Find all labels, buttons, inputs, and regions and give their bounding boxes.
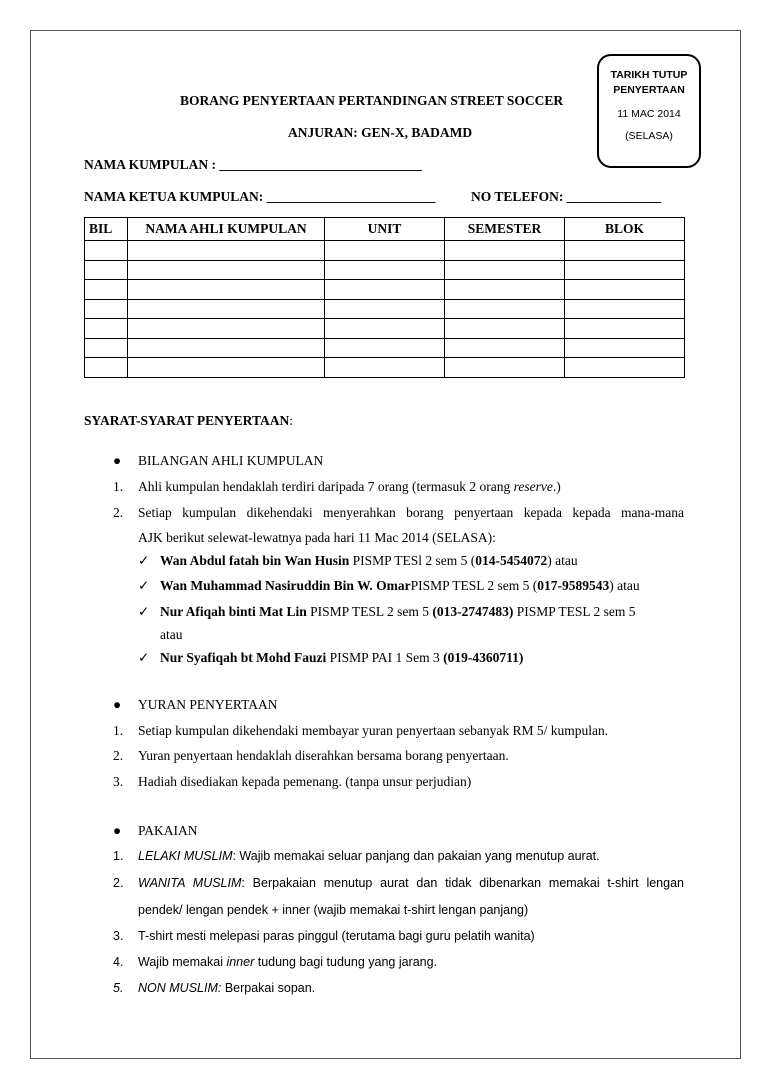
list-number: 1.	[113, 723, 124, 738]
contact-item: Nur Afiqah binti Mat Lin PISMP TESL 2 sem 5 (013-2747483) PISMP TESL 2 sem 5	[160, 604, 636, 619]
deadline-date: 11 MAC 2014	[617, 108, 681, 120]
table-row	[85, 338, 685, 358]
list-number: 1.	[113, 849, 124, 863]
table-cell[interactable]	[445, 319, 565, 339]
table-cell[interactable]	[85, 338, 128, 358]
table-cell[interactable]	[85, 319, 128, 339]
table-cell[interactable]	[325, 241, 445, 261]
table-cell[interactable]	[128, 338, 325, 358]
section-title: BILANGAN AHLI KUMPULAN	[138, 453, 324, 468]
section-title: YURAN PENYERTAAN	[138, 697, 278, 712]
list-number: 3.	[113, 929, 124, 943]
table-cell[interactable]	[565, 358, 685, 378]
table-cell[interactable]	[85, 241, 128, 261]
contact-item: Nur Syafiqah bt Mohd Fauzi PISMP PAI 1 Sem 3 (019-4360711)	[160, 650, 524, 665]
group-name-field[interactable]: NAMA KUMPULAN : ______________________________	[84, 157, 422, 172]
table-cell[interactable]	[85, 299, 128, 319]
list-item: NON MUSLIM: Berpakai sopan.	[138, 981, 316, 995]
table-cell[interactable]	[128, 299, 325, 319]
list-number: 3.	[113, 774, 124, 789]
leader-name-field[interactable]: NAMA KETUA KUMPULAN: _________________________	[84, 189, 436, 204]
list-item: Wajib memakai inner tudung bagi tudung yang jarang.	[138, 955, 438, 969]
table-cell[interactable]	[85, 280, 128, 300]
table-cell[interactable]	[128, 280, 325, 300]
table-cell[interactable]	[325, 280, 445, 300]
deadline-box	[597, 54, 701, 168]
table-cell[interactable]	[128, 241, 325, 261]
list-item: Setiap kumpulan dikehendaki menyerahkan borang penyertaan kepada kepada mana-mana	[138, 505, 684, 520]
table-row	[85, 299, 685, 319]
conditions-heading-text: SYARAT-SYARAT PENYERTAAN	[84, 413, 290, 428]
check-icon: ✓	[138, 604, 150, 619]
list-item: Ahli kumpulan hendaklah terdiri daripada 7 orang (termasuk 2 orang reserve.)	[138, 479, 561, 494]
table-cell[interactable]	[128, 319, 325, 339]
list-item: Hadiah disediakan kepada pemenang. (tanpa unsur perjudian)	[138, 774, 472, 789]
check-icon: ✓	[138, 578, 150, 593]
deadline-day: (SELASA)	[625, 130, 673, 142]
list-item: T-shirt mesti melepasi paras pinggul (terutama bagi guru pelatih wanita)	[138, 929, 535, 943]
list-number: 1.	[113, 479, 124, 494]
list-number: 2.	[113, 876, 124, 890]
list-number: 2.	[113, 748, 124, 763]
table-cell[interactable]	[85, 358, 128, 378]
members-table	[84, 217, 685, 378]
table-cell[interactable]	[325, 299, 445, 319]
table-cell[interactable]	[565, 280, 685, 300]
table-cell[interactable]	[565, 241, 685, 261]
contact-item-cont: atau	[160, 627, 183, 642]
bullet-icon: ●	[113, 453, 122, 468]
table-cell[interactable]	[445, 338, 565, 358]
table-cell[interactable]	[445, 280, 565, 300]
list-item: Yuran penyertaan hendaklah diserahkan bersama borang penyertaan.	[138, 748, 509, 763]
conditions-heading: SYARAT-SYARAT PENYERTAAN:	[84, 413, 293, 428]
table-cell[interactable]	[565, 319, 685, 339]
table-cell[interactable]	[325, 338, 445, 358]
bullet-icon: ●	[113, 697, 122, 712]
contact-item: Wan Muhammad Nasiruddin Bin W. OmarPISMP TESL 2 sem 5 (017-9589543) atau	[160, 578, 640, 593]
table-cell[interactable]	[325, 358, 445, 378]
col-name: NAMA AHLI KUMPULAN	[128, 218, 325, 241]
table-row	[85, 241, 685, 261]
check-icon: ✓	[138, 553, 150, 568]
table-cell[interactable]	[325, 260, 445, 280]
list-number: 5.	[113, 981, 124, 995]
table-cell[interactable]	[565, 299, 685, 319]
bullet-icon: ●	[113, 823, 122, 838]
form-title: BORANG PENYERTAAN PERTANDINGAN STREET SOCCER	[180, 93, 564, 108]
deadline-label-2: PENYERTAAN	[613, 84, 685, 96]
table-cell[interactable]	[565, 338, 685, 358]
check-icon: ✓	[138, 650, 150, 665]
table-row	[85, 319, 685, 339]
table-cell[interactable]	[128, 358, 325, 378]
table-cell[interactable]	[325, 319, 445, 339]
col-semester: SEMESTER	[445, 218, 565, 241]
organizer: ANJURAN: GEN-X, BADAMD	[288, 125, 473, 140]
table-cell[interactable]	[445, 241, 565, 261]
table-row	[85, 280, 685, 300]
table-cell[interactable]	[128, 260, 325, 280]
list-item: WANITA MUSLIM: Berpakaian menutup aurat dan tidak dibenarkan memakai t-shirt lengan	[138, 876, 684, 890]
table-cell[interactable]	[565, 260, 685, 280]
table-cell[interactable]	[445, 358, 565, 378]
table-cell[interactable]	[445, 260, 565, 280]
list-item-cont: AJK berikut selewat-lewatnya pada hari 11 Mac 2014 (SELASA):	[138, 530, 496, 545]
col-unit: UNIT	[325, 218, 445, 241]
table-header-row	[85, 218, 685, 241]
col-blok: BLOK	[565, 218, 685, 241]
list-item: Setiap kumpulan dikehendaki membayar yuran penyertaan sebanyak RM 5/ kumpulan.	[138, 723, 609, 738]
table-row	[85, 260, 685, 280]
deadline-label: TARIKH TUTUP	[610, 69, 688, 81]
phone-field[interactable]: NO TELEFON: ______________	[471, 189, 662, 204]
list-number: 2.	[113, 505, 124, 520]
list-number: 4.	[113, 955, 124, 969]
list-item: LELAKI MUSLIM: Wajib memakai seluar panjang dan pakaian yang menutup aurat.	[138, 849, 600, 863]
section-title: PAKAIAN	[138, 823, 198, 838]
contact-item: Wan Abdul fatah bin Wan Husin PISMP TESl 2 sem 5 (014-5454072) atau	[160, 553, 578, 568]
table-cell[interactable]	[445, 299, 565, 319]
table-row	[85, 358, 685, 378]
list-item-cont: pendek/ lengan pendek + inner (wajib memakai t-shirt lengan panjang)	[138, 903, 529, 917]
table-cell[interactable]	[85, 260, 128, 280]
col-bil: BIL	[85, 218, 128, 241]
